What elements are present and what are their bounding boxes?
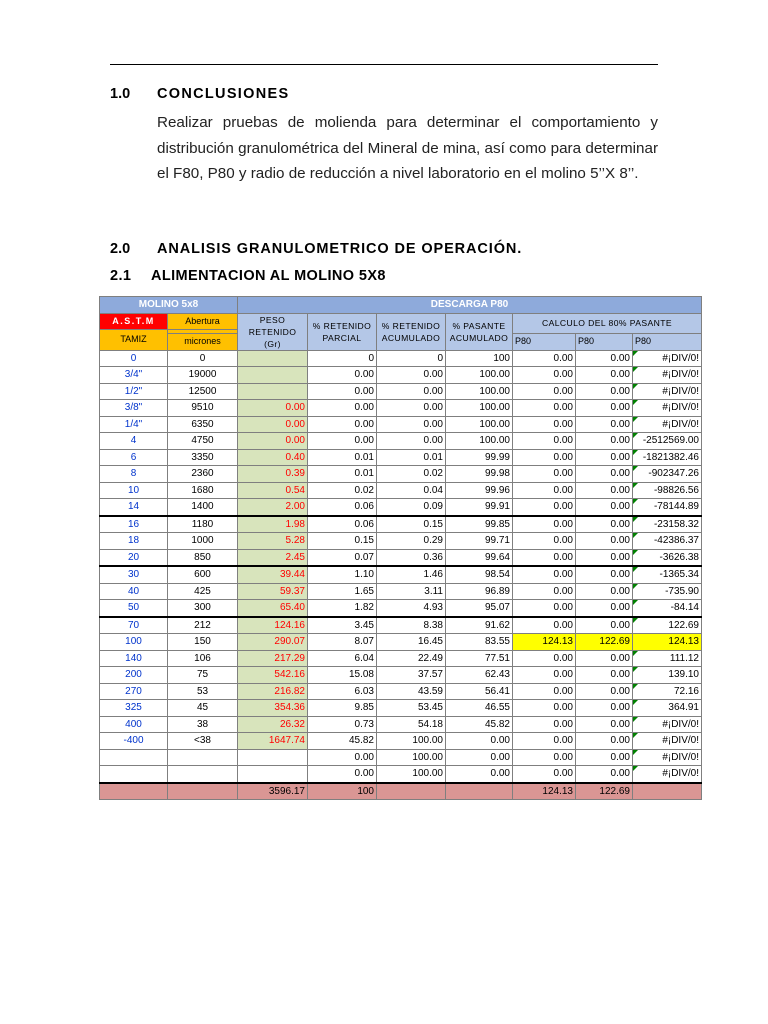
- p80-3-cell: 72.16: [633, 683, 702, 700]
- p80-3-cell: -1365.34: [633, 566, 702, 583]
- peso-cell: 0.00: [238, 400, 308, 417]
- p80-1-cell: 0.00: [513, 449, 576, 466]
- tamiz-cell: 1/4": [100, 416, 168, 433]
- p80-3-cell: -2512569.00: [633, 433, 702, 450]
- retenido-acumulado-cell: 100.00: [377, 766, 446, 783]
- p80-2-cell: 0.00: [576, 416, 633, 433]
- p80-2-cell: 0.00: [576, 650, 633, 667]
- retenido-parcial-cell: 0.00: [308, 383, 377, 400]
- table-row: [100, 416, 702, 433]
- p80-2-cell: 0.00: [576, 700, 633, 717]
- header-micrones: micrones: [168, 334, 238, 351]
- retenido-acumulado-cell: 100.00: [377, 749, 446, 766]
- retenido-parcial-cell: 6.03: [308, 683, 377, 700]
- header-retenido-acumulado: % RETENIDO ACUMULADO: [377, 313, 446, 350]
- retenido-parcial-cell: 0.06: [308, 516, 377, 533]
- retenido-parcial-cell: 0: [308, 350, 377, 367]
- p80-2-cell: 0.00: [576, 466, 633, 483]
- peso-cell: 1647.74: [238, 733, 308, 750]
- header-peso: PESO RETENIDO (Gr): [238, 313, 308, 350]
- pasante-acumulado-cell: 99.98: [446, 466, 513, 483]
- abertura-cell: 150: [168, 634, 238, 651]
- retenido-acumulado-cell: 1.46: [377, 566, 446, 583]
- pasante-acumulado-cell: 0.00: [446, 749, 513, 766]
- p80-3-cell: 122.69: [633, 617, 702, 634]
- p80-2-cell: 0.00: [576, 683, 633, 700]
- p80-2-cell: 0.00: [576, 499, 633, 516]
- section-1-title: CONCLUSIONES: [157, 86, 290, 102]
- tamiz-cell: 18: [100, 533, 168, 550]
- peso-cell: 0.00: [238, 433, 308, 450]
- abertura-cell: [168, 766, 238, 783]
- tamiz-cell: 270: [100, 683, 168, 700]
- p80-3-cell: 124.13: [633, 634, 702, 651]
- pasante-acumulado-cell: 95.07: [446, 600, 513, 617]
- section-1-number: 1.0: [110, 86, 131, 102]
- header-molino: MOLINO 5x8: [100, 297, 238, 314]
- section-2-number: 2.0: [110, 241, 131, 257]
- p80-1-cell: 0.00: [513, 766, 576, 783]
- table-row: [100, 566, 702, 583]
- p80-3-cell: #¡DIV/0!: [633, 766, 702, 783]
- p80-3-cell: -3626.38: [633, 549, 702, 566]
- peso-cell: [238, 367, 308, 384]
- retenido-acumulado-cell: 37.57: [377, 667, 446, 684]
- table-row: [100, 482, 702, 499]
- retenido-acumulado-cell: 43.59: [377, 683, 446, 700]
- table-row: [100, 583, 702, 600]
- tamiz-cell: 8: [100, 466, 168, 483]
- p80-1-cell: 0.00: [513, 617, 576, 634]
- retenido-acumulado-cell: 16.45: [377, 634, 446, 651]
- peso-cell: 65.40: [238, 600, 308, 617]
- table-row: [100, 549, 702, 566]
- pasante-acumulado-cell: 99.85: [446, 516, 513, 533]
- retenido-parcial-cell: 15.08: [308, 667, 377, 684]
- retenido-parcial-cell: 0.00: [308, 766, 377, 783]
- retenido-parcial-cell: 1.65: [308, 583, 377, 600]
- tamiz-cell: [100, 766, 168, 783]
- abertura-cell: 212: [168, 617, 238, 634]
- header-astm: A.S.T.M: [100, 313, 168, 330]
- tamiz-cell: 325: [100, 700, 168, 717]
- retenido-parcial-cell: 6.04: [308, 650, 377, 667]
- peso-cell: [238, 383, 308, 400]
- p80-2-cell: 0.00: [576, 350, 633, 367]
- header-pasante-acumulado: % PASANTE ACUMULADO: [446, 313, 513, 350]
- p80-2-cell: 0.00: [576, 400, 633, 417]
- p80-3-cell: 364.91: [633, 700, 702, 717]
- p80-1-cell: 0.00: [513, 667, 576, 684]
- pasante-acumulado-cell: 99.91: [446, 499, 513, 516]
- retenido-acumulado-cell: 0.00: [377, 383, 446, 400]
- p80-1-cell: 124.13: [513, 634, 576, 651]
- abertura-cell: 53: [168, 683, 238, 700]
- table-row: [100, 667, 702, 684]
- tamiz-cell: 14: [100, 499, 168, 516]
- total-p80-2: 122.69: [576, 783, 633, 800]
- table-row: [100, 716, 702, 733]
- retenido-parcial-cell: 0.73: [308, 716, 377, 733]
- header-p80-1: P80: [513, 334, 576, 351]
- pasante-acumulado-cell: 99.96: [446, 482, 513, 499]
- table-row: [100, 449, 702, 466]
- pasante-acumulado-cell: 100.00: [446, 433, 513, 450]
- p80-2-cell: 0.00: [576, 383, 633, 400]
- p80-3-cell: #¡DIV/0!: [633, 350, 702, 367]
- pasante-acumulado-cell: 91.62: [446, 617, 513, 634]
- p80-2-cell: 0.00: [576, 566, 633, 583]
- tamiz-cell: 3/8": [100, 400, 168, 417]
- pasante-acumulado-cell: 0.00: [446, 766, 513, 783]
- peso-cell: 0.39: [238, 466, 308, 483]
- p80-3-cell: #¡DIV/0!: [633, 733, 702, 750]
- tamiz-cell: 140: [100, 650, 168, 667]
- p80-3-cell: #¡DIV/0!: [633, 367, 702, 384]
- retenido-acumulado-cell: 53.45: [377, 700, 446, 717]
- tamiz-cell: 16: [100, 516, 168, 533]
- p80-2-cell: 0.00: [576, 533, 633, 550]
- p80-1-cell: 0.00: [513, 466, 576, 483]
- pasante-acumulado-cell: 62.43: [446, 667, 513, 684]
- tamiz-cell: 30: [100, 566, 168, 583]
- p80-1-cell: 0.00: [513, 700, 576, 717]
- table-row: [100, 749, 702, 766]
- p80-1-cell: 0.00: [513, 533, 576, 550]
- p80-2-cell: 0.00: [576, 600, 633, 617]
- retenido-acumulado-cell: 0.00: [377, 400, 446, 417]
- p80-1-cell: 0.00: [513, 583, 576, 600]
- abertura-cell: 850: [168, 549, 238, 566]
- table-row: [100, 733, 702, 750]
- pasante-acumulado-cell: 45.82: [446, 716, 513, 733]
- pasante-acumulado-cell: 100.00: [446, 416, 513, 433]
- p80-3-cell: -84.14: [633, 600, 702, 617]
- retenido-parcial-cell: 0.01: [308, 466, 377, 483]
- retenido-parcial-cell: 0.02: [308, 482, 377, 499]
- p80-2-cell: 0.00: [576, 433, 633, 450]
- table-row: [100, 383, 702, 400]
- tamiz-cell: 10: [100, 482, 168, 499]
- total-p80-3: [633, 783, 702, 800]
- total-peso: 3596.17: [238, 783, 308, 800]
- p80-2-cell: 0.00: [576, 449, 633, 466]
- peso-cell: 1.98: [238, 516, 308, 533]
- tamiz-cell: 6: [100, 449, 168, 466]
- abertura-cell: 3350: [168, 449, 238, 466]
- table-row: [100, 350, 702, 367]
- retenido-acumulado-cell: 100.00: [377, 733, 446, 750]
- tamiz-cell: 1/2": [100, 383, 168, 400]
- retenido-parcial-cell: 0.00: [308, 367, 377, 384]
- peso-cell: 0.40: [238, 449, 308, 466]
- retenido-acumulado-cell: 0.00: [377, 367, 446, 384]
- retenido-acumulado-cell: 22.49: [377, 650, 446, 667]
- header-descarga: DESCARGA P80: [238, 297, 702, 314]
- peso-cell: [238, 350, 308, 367]
- retenido-parcial-cell: 0.15: [308, 533, 377, 550]
- table-row: [100, 499, 702, 516]
- retenido-acumulado-cell: 4.93: [377, 600, 446, 617]
- retenido-parcial-cell: 0.00: [308, 749, 377, 766]
- tamiz-cell: 4: [100, 433, 168, 450]
- peso-cell: 290.07: [238, 634, 308, 651]
- pasante-acumulado-cell: 99.99: [446, 449, 513, 466]
- p80-1-cell: 0.00: [513, 482, 576, 499]
- p80-1-cell: 0.00: [513, 516, 576, 533]
- header-abertura: Abertura: [168, 313, 238, 330]
- p80-1-cell: 0.00: [513, 683, 576, 700]
- p80-1-cell: 0.00: [513, 367, 576, 384]
- retenido-acumulado-cell: 0.04: [377, 482, 446, 499]
- table-row: [100, 683, 702, 700]
- peso-cell: 59.37: [238, 583, 308, 600]
- table-row: [100, 433, 702, 450]
- tamiz-cell: -400: [100, 733, 168, 750]
- retenido-acumulado-cell: 0.15: [377, 516, 446, 533]
- p80-2-cell: 0.00: [576, 482, 633, 499]
- peso-cell: 0.00: [238, 416, 308, 433]
- abertura-cell: 1680: [168, 482, 238, 499]
- p80-2-cell: 0.00: [576, 516, 633, 533]
- pasante-acumulado-cell: 100.00: [446, 367, 513, 384]
- peso-cell: 124.16: [238, 617, 308, 634]
- total-p80-1: 124.13: [513, 783, 576, 800]
- abertura-cell: 38: [168, 716, 238, 733]
- table-row: [100, 700, 702, 717]
- p80-3-cell: #¡DIV/0!: [633, 416, 702, 433]
- p80-2-cell: 0.00: [576, 716, 633, 733]
- peso-cell: 39.44: [238, 566, 308, 583]
- pasante-acumulado-cell: 83.55: [446, 634, 513, 651]
- abertura-cell: 300: [168, 600, 238, 617]
- p80-2-cell: 0.00: [576, 667, 633, 684]
- p80-1-cell: 0.00: [513, 416, 576, 433]
- p80-2-cell: 0.00: [576, 367, 633, 384]
- tamiz-cell: 200: [100, 667, 168, 684]
- retenido-acumulado-cell: 0.29: [377, 533, 446, 550]
- pasante-acumulado-cell: 100: [446, 350, 513, 367]
- abertura-cell: 425: [168, 583, 238, 600]
- peso-cell: 354.36: [238, 700, 308, 717]
- retenido-parcial-cell: 0.06: [308, 499, 377, 516]
- p80-3-cell: -78144.89: [633, 499, 702, 516]
- tamiz-cell: 20: [100, 549, 168, 566]
- p80-3-cell: -1821382.46: [633, 449, 702, 466]
- peso-cell: 542.16: [238, 667, 308, 684]
- tamiz-cell: [100, 749, 168, 766]
- p80-3-cell: #¡DIV/0!: [633, 400, 702, 417]
- p80-1-cell: 0.00: [513, 650, 576, 667]
- header-retenido-parcial: % RETENIDO PARCIAL: [308, 313, 377, 350]
- p80-1-cell: 0.00: [513, 600, 576, 617]
- tamiz-cell: 40: [100, 583, 168, 600]
- pasante-acumulado-cell: 96.89: [446, 583, 513, 600]
- p80-3-cell: #¡DIV/0!: [633, 749, 702, 766]
- p80-2-cell: 0.00: [576, 733, 633, 750]
- retenido-acumulado-cell: 0: [377, 350, 446, 367]
- table-row: [100, 516, 702, 533]
- retenido-parcial-cell: 9.85: [308, 700, 377, 717]
- table-row: [100, 466, 702, 483]
- retenido-acumulado-cell: 54.18: [377, 716, 446, 733]
- p80-2-cell: 0.00: [576, 617, 633, 634]
- p80-3-cell: -902347.26: [633, 466, 702, 483]
- tamiz-cell: 100: [100, 634, 168, 651]
- p80-1-cell: 0.00: [513, 566, 576, 583]
- abertura-cell: 45: [168, 700, 238, 717]
- abertura-cell: 9510: [168, 400, 238, 417]
- p80-2-cell: 122.69: [576, 634, 633, 651]
- p80-3-cell: 139.10: [633, 667, 702, 684]
- p80-3-cell: -42386.37: [633, 533, 702, 550]
- p80-3-cell: #¡DIV/0!: [633, 716, 702, 733]
- total-abertura: [168, 783, 238, 800]
- p80-1-cell: 0.00: [513, 716, 576, 733]
- peso-cell: 217.29: [238, 650, 308, 667]
- top-rule: [110, 64, 658, 65]
- pasante-acumulado-cell: 99.71: [446, 533, 513, 550]
- total-tamiz: [100, 783, 168, 800]
- header-p80-3: P80: [633, 334, 702, 351]
- p80-1-cell: 0.00: [513, 749, 576, 766]
- abertura-cell: 600: [168, 566, 238, 583]
- peso-cell: 2.45: [238, 549, 308, 566]
- tamiz-cell: 3/4": [100, 367, 168, 384]
- abertura-cell: 19000: [168, 367, 238, 384]
- abertura-cell: 4750: [168, 433, 238, 450]
- p80-2-cell: 0.00: [576, 583, 633, 600]
- retenido-acumulado-cell: 0.36: [377, 549, 446, 566]
- pasante-acumulado-cell: 100.00: [446, 400, 513, 417]
- abertura-cell: 12500: [168, 383, 238, 400]
- peso-cell: [238, 766, 308, 783]
- table-body: [100, 350, 702, 783]
- pasante-acumulado-cell: 46.55: [446, 700, 513, 717]
- p80-2-cell: 0.00: [576, 749, 633, 766]
- pasante-acumulado-cell: 77.51: [446, 650, 513, 667]
- retenido-acumulado-cell: 0.01: [377, 449, 446, 466]
- retenido-parcial-cell: 45.82: [308, 733, 377, 750]
- header-p80-2: P80: [576, 334, 633, 351]
- retenido-acumulado-cell: 8.38: [377, 617, 446, 634]
- section-2-title: ANALISIS GRANULOMETRICO DE OPERACIÓN.: [157, 241, 523, 257]
- abertura-cell: 0: [168, 350, 238, 367]
- retenido-acumulado-cell: 0.00: [377, 433, 446, 450]
- tamiz-cell: 400: [100, 716, 168, 733]
- table-row: [100, 400, 702, 417]
- section-21-number: 2.1: [110, 268, 132, 284]
- abertura-cell: 6350: [168, 416, 238, 433]
- retenido-parcial-cell: 1.82: [308, 600, 377, 617]
- p80-1-cell: 0.00: [513, 383, 576, 400]
- table-row: [100, 600, 702, 617]
- p80-2-cell: 0.00: [576, 549, 633, 566]
- peso-cell: 5.28: [238, 533, 308, 550]
- table-row: [100, 650, 702, 667]
- table-row: [100, 533, 702, 550]
- retenido-parcial-cell: 1.10: [308, 566, 377, 583]
- retenido-acumulado-cell: 0.02: [377, 466, 446, 483]
- retenido-acumulado-cell: 0.00: [377, 416, 446, 433]
- abertura-cell: 1000: [168, 533, 238, 550]
- pasante-acumulado-cell: 0.00: [446, 733, 513, 750]
- table-row: [100, 634, 702, 651]
- retenido-parcial-cell: 0.00: [308, 416, 377, 433]
- p80-3-cell: -23158.32: [633, 516, 702, 533]
- p80-1-cell: 0.00: [513, 733, 576, 750]
- header-tamiz: TAMIZ: [100, 330, 168, 351]
- tamiz-cell: 50: [100, 600, 168, 617]
- total-retenido-parcial: 100: [308, 783, 377, 800]
- pasante-acumulado-cell: 56.41: [446, 683, 513, 700]
- retenido-parcial-cell: 8.07: [308, 634, 377, 651]
- abertura-cell: 2360: [168, 466, 238, 483]
- abertura-cell: [168, 749, 238, 766]
- abertura-cell: 1400: [168, 499, 238, 516]
- p80-1-cell: 0.00: [513, 400, 576, 417]
- retenido-parcial-cell: 0.00: [308, 433, 377, 450]
- retenido-parcial-cell: 0.07: [308, 549, 377, 566]
- p80-1-cell: 0.00: [513, 499, 576, 516]
- p80-1-cell: 0.00: [513, 433, 576, 450]
- retenido-acumulado-cell: 0.09: [377, 499, 446, 516]
- abertura-cell: 106: [168, 650, 238, 667]
- p80-2-cell: 0.00: [576, 766, 633, 783]
- p80-3-cell: -98826.56: [633, 482, 702, 499]
- p80-3-cell: #¡DIV/0!: [633, 383, 702, 400]
- section-21-title: ALIMENTACION AL MOLINO 5X8: [151, 268, 386, 284]
- retenido-parcial-cell: 3.45: [308, 617, 377, 634]
- retenido-parcial-cell: 0.01: [308, 449, 377, 466]
- table-row: [100, 766, 702, 783]
- p80-3-cell: -735.90: [633, 583, 702, 600]
- peso-cell: 26.32: [238, 716, 308, 733]
- p80-1-cell: 0.00: [513, 350, 576, 367]
- granulometric-table: [99, 296, 702, 800]
- total-pasante-acumulado: [446, 783, 513, 800]
- p80-1-cell: 0.00: [513, 549, 576, 566]
- abertura-cell: 75: [168, 667, 238, 684]
- pasante-acumulado-cell: 99.64: [446, 549, 513, 566]
- peso-cell: 216.82: [238, 683, 308, 700]
- peso-cell: [238, 749, 308, 766]
- retenido-acumulado-cell: 3.11: [377, 583, 446, 600]
- table-row: [100, 617, 702, 634]
- retenido-parcial-cell: 0.00: [308, 400, 377, 417]
- total-retenido-acumulado: [377, 783, 446, 800]
- tamiz-cell: 0: [100, 350, 168, 367]
- pasante-acumulado-cell: 98.54: [446, 566, 513, 583]
- header-calculo: CALCULO DEL 80% PASANTE: [513, 313, 702, 334]
- table-row: [100, 367, 702, 384]
- pasante-acumulado-cell: 100.00: [446, 383, 513, 400]
- abertura-cell: 1180: [168, 516, 238, 533]
- conclusion-paragraph: Realizar pruebas de molienda para determinar el comportamiento y distribución granulométrica del Mineral de mina, así como para determinar el F80, P80 y radio de reducción a nivel laboratorio en el molino 5’’X 8’’.: [157, 114, 658, 183]
- abertura-cell: <38: [168, 733, 238, 750]
- p80-3-cell: 111.12: [633, 650, 702, 667]
- peso-cell: 0.54: [238, 482, 308, 499]
- peso-cell: 2.00: [238, 499, 308, 516]
- tamiz-cell: 70: [100, 617, 168, 634]
